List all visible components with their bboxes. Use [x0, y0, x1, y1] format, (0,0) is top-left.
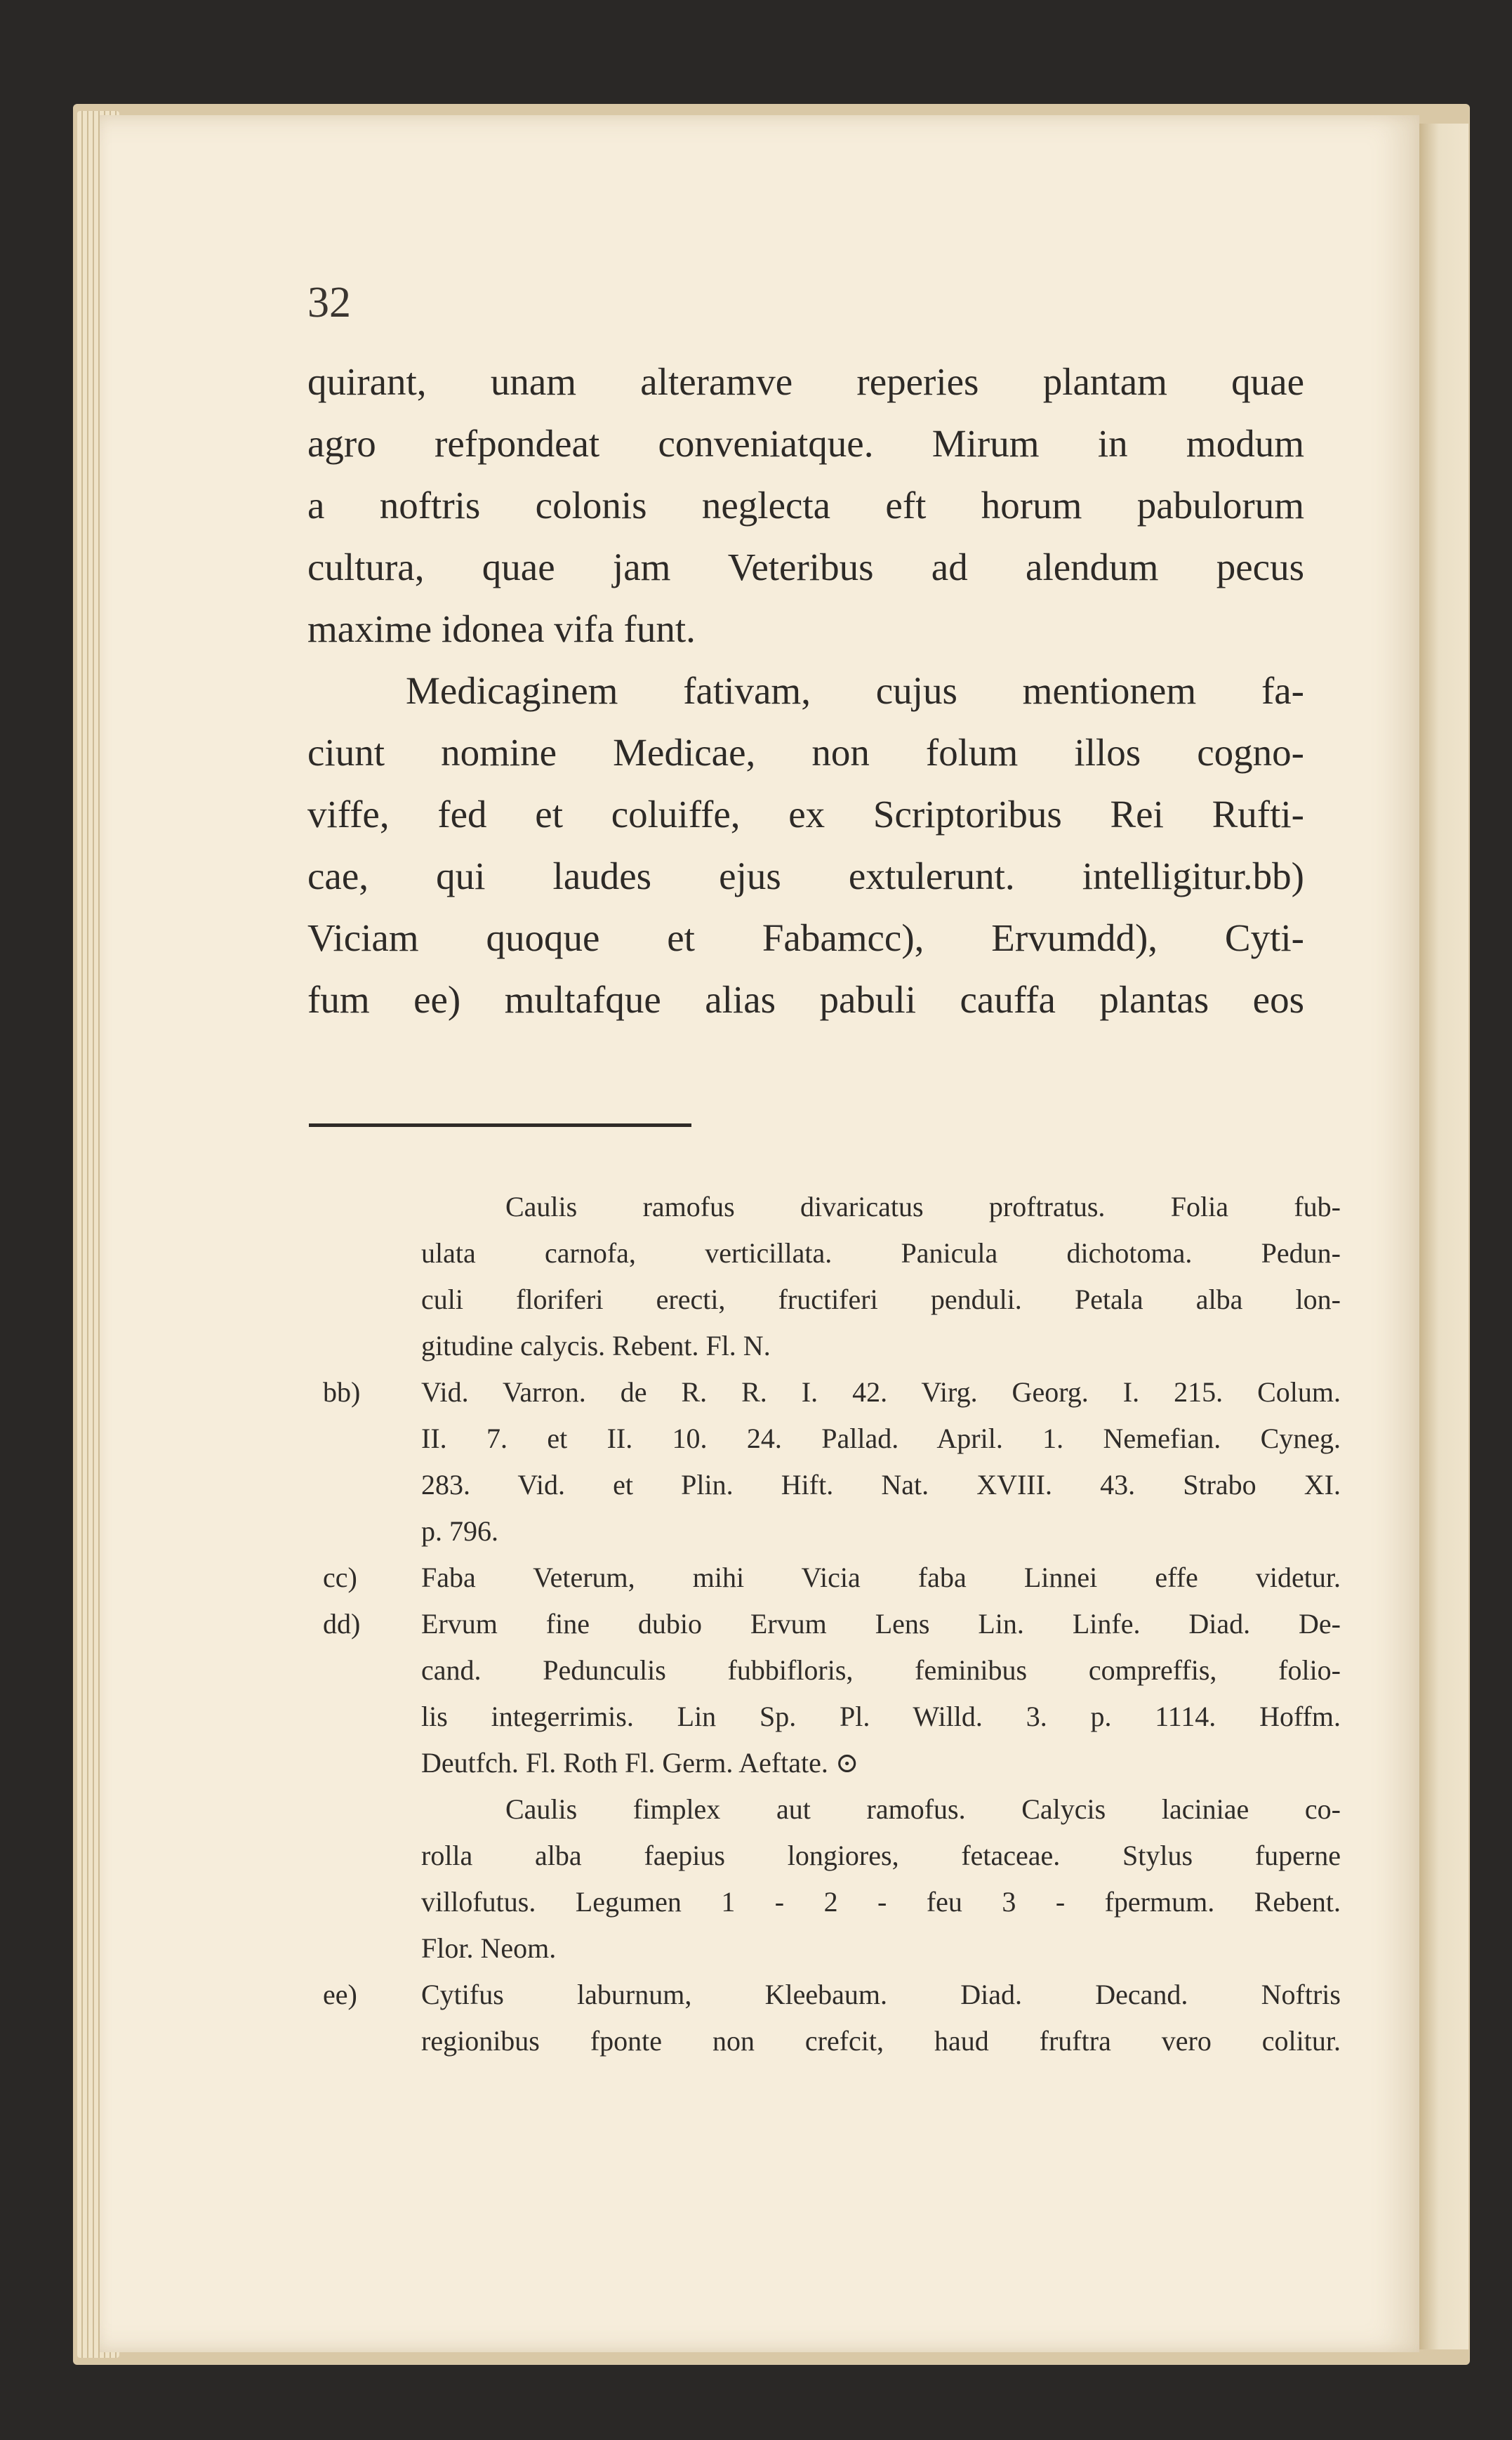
- footnote-line: gitudine calycis. Rebent. Fl. N.: [421, 1330, 771, 1361]
- text-line: a noftris colonis neglecta eft horum pabulorum: [307, 484, 1304, 527]
- main-text: [307, 351, 1304, 1031]
- footnote-line: Deutfch. Fl. Roth Fl. Germ. Aeftate. ⊙: [421, 1747, 859, 1779]
- footnote-line: p. 796.: [421, 1515, 498, 1547]
- footnote-line: Vid. Varron. de R. R. I. 42. Virg. Georg. I. 215. Colum.: [421, 1376, 1341, 1408]
- footnote-marker: cc): [323, 1562, 357, 1593]
- footnote-cc: [323, 1555, 1341, 1601]
- footnote-line: Caulis ramofus divaricatus proftratus. Folia fub-: [505, 1191, 1341, 1222]
- text-line: cae, qui laudes ejus extulerunt. intelligitur.bb): [307, 855, 1304, 897]
- text-line: viffe, fed et coluiffe, ex Scriptoribus Rei Rufti-: [307, 793, 1304, 836]
- footnote-dd: [323, 1601, 1341, 1972]
- text-line: ciunt nomine Medicae, non folum illos cogno-: [307, 731, 1304, 774]
- footnote-line: Cytifus laburnum, Kleebaum. Diad. Decand. Noftris: [421, 1979, 1341, 2010]
- text-line: Viciam quoque et Fabamcc), Ervumdd), Cyti-: [307, 916, 1304, 959]
- footnote-marker: ee): [323, 1979, 357, 2010]
- book-gutter: [1419, 124, 1468, 2349]
- text-line: quirant, unam alteramve reperies plantam quae: [307, 360, 1304, 403]
- footnote-line: regionibus fponte non crefcit, haud fruftra vero colitur.: [421, 2025, 1341, 2057]
- footnote-line: Ervum fine dubio Ervum Lens Lin. Linfe. Diad. De-: [421, 1608, 1341, 1640]
- text-line: maxime idonea vifa funt.: [307, 607, 696, 650]
- footnote-ee: [323, 1972, 1341, 2064]
- text-line: cultura, quae jam Veteribus ad alendum pecus: [307, 546, 1304, 588]
- footnote-line: ulata carnofa, verticillata. Panicula dichotoma. Pedun-: [421, 1237, 1341, 1269]
- footnote-bb: [323, 1369, 1341, 1555]
- footnote-marker: dd): [323, 1608, 361, 1640]
- footnote: [323, 1184, 1341, 1369]
- footnote-separator: [309, 1123, 691, 1127]
- footnote-line: culi floriferi erecti, fructiferi penduli. Petala alba lon-: [421, 1284, 1341, 1315]
- footnote-line: Flor. Neom.: [421, 1932, 557, 1964]
- footnote-line: 283. Vid. et Plin. Hift. Nat. XVIII. 43. Strabo XI.: [421, 1469, 1341, 1501]
- footnote-line: Faba Veterum, mihi Vicia faba Linnei effe videtur.: [421, 1562, 1341, 1593]
- page-number: 32: [307, 279, 351, 327]
- footnote-line: rolla alba faepius longiores, fetaceae. Stylus fuperne: [421, 1840, 1341, 1871]
- footnote-line: lis integerrimis. Lin Sp. Pl. Willd. 3. p. 1114. Hoffm.: [421, 1701, 1341, 1732]
- text-line: Medicaginem fativam, cujus mentionem fa-: [406, 669, 1304, 712]
- footnotes: [323, 1184, 1341, 2064]
- footnote-line: II. 7. et II. 10. 24. Pallad. April. 1. Nemefian. Cyneg.: [421, 1423, 1341, 1454]
- text-line: agro refpondeat conveniatque. Mirum in modum: [307, 422, 1304, 465]
- footnote-line: cand. Pedunculis fubbifloris, feminibus compreffis, folio-: [421, 1654, 1341, 1686]
- footnote-marker: bb): [323, 1376, 361, 1408]
- footnote-line: Caulis fimplex aut ramofus. Calycis laciniae co-: [505, 1793, 1341, 1825]
- footnote-line: villofutus. Legumen 1 - 2 - feu 3 - fpermum. Rebent.: [421, 1886, 1341, 1918]
- text-line: fum ee) multafque alias pabuli cauffa plantas eos: [307, 978, 1304, 1021]
